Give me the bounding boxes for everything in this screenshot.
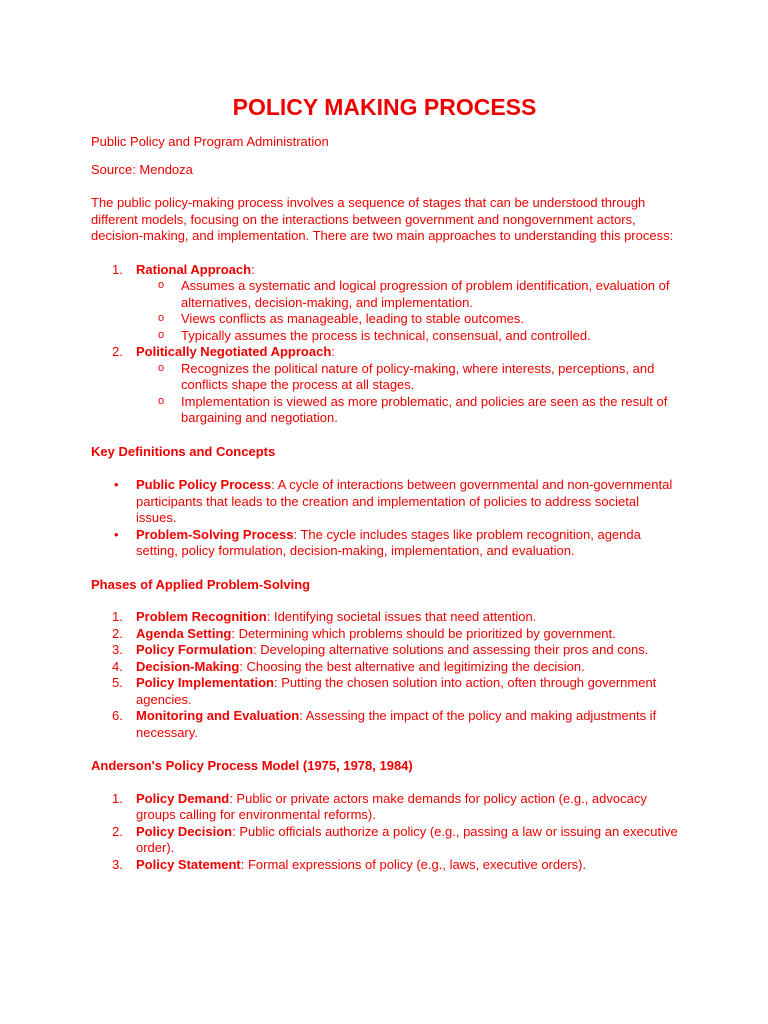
list-number: 3. — [112, 856, 123, 872]
list-number: 2. — [112, 625, 123, 641]
phase-item — [91, 675, 678, 708]
anderson-item — [91, 791, 678, 824]
definition-item — [91, 477, 678, 527]
phase-item — [91, 642, 678, 659]
definition-term: Problem-Solving Process — [136, 526, 294, 542]
document-title: POLICY MAKING PROCESS — [232, 94, 537, 120]
section-heading-phases: Phases of Applied Problem-Solving — [91, 576, 311, 592]
phase-text: : Putting the chosen solution into action, often through government agencies. — [136, 675, 657, 707]
phase-item — [91, 659, 678, 676]
point-text: Implementation is viewed as more problematic, and policies are seen as the result of bargaining and negotiation. — [181, 393, 668, 425]
anderson-term: Policy Statement — [136, 856, 241, 872]
definition-term: Public Policy Process — [136, 477, 272, 492]
document-subtitle: Public Policy and Program Administration — [91, 134, 329, 149]
phase-term: Policy Implementation — [136, 675, 274, 690]
approach-point — [136, 311, 678, 328]
list-number: 6. — [112, 708, 123, 723]
sub-bullet: o — [158, 279, 165, 291]
section-heading-anderson: Anderson's Policy Process Model (1975, 1978, 1984) — [91, 758, 413, 773]
bullet-icon: • — [114, 526, 119, 542]
anderson-item — [91, 857, 678, 874]
phase-item — [91, 708, 678, 741]
definition-text: : A cycle of interactions between governmental and non-governmental participants that leads to the creation and implementation of policies to address societal issues. — [136, 477, 673, 525]
anderson-text: : Public officials authorize a policy (e.g., passing a law or issuing an executive order). — [136, 823, 678, 855]
list-number: 2. — [112, 344, 123, 359]
list-number: 3. — [112, 642, 123, 657]
phase-term: Problem Recognition — [136, 609, 267, 624]
approach-suffix: : — [331, 344, 335, 359]
point-text: Views conflicts as manageable, leading to stable outcomes. — [181, 311, 525, 326]
sub-bullet: o — [158, 328, 165, 341]
approach-item — [91, 344, 678, 427]
list-number: 1. — [112, 609, 123, 624]
phase-text: : Developing alternative solutions and assessing their pros and cons. — [253, 642, 649, 657]
list-number: 2. — [112, 823, 123, 839]
phase-term: Decision-Making — [136, 658, 240, 674]
approach-point — [136, 328, 678, 345]
phase-text: : Identifying societal issues that need attention. — [266, 609, 537, 624]
phase-item — [91, 609, 678, 626]
approach-points — [136, 361, 678, 427]
phase-text: : Determining which problems should be prioritized by government. — [231, 625, 616, 641]
point-text: Recognizes the political nature of policy-making, where interests, perceptions, and conflicts shape the process at all stages. — [181, 360, 655, 392]
anderson-item — [91, 824, 678, 857]
list-number: 5. — [112, 675, 123, 690]
definition-item — [91, 527, 678, 560]
approach-points — [136, 278, 678, 344]
sub-bullet: o — [158, 394, 165, 407]
phase-term: Monitoring and Evaluation — [136, 708, 300, 723]
source-line: Source: Mendoza — [91, 161, 193, 177]
definitions-list — [91, 477, 678, 560]
phase-term: Policy Formulation — [136, 642, 254, 657]
anderson-term: Policy Demand — [136, 790, 230, 806]
list-number: 1. — [112, 261, 123, 277]
anderson-term: Policy Decision — [136, 823, 233, 839]
sub-bullet: o — [158, 361, 165, 374]
approach-item — [91, 262, 678, 345]
intro-paragraph: The public policy-making process involves a sequence of stages that can be understood through different models, focusing on the interactions between government and nongovernment actors, decision-making, and implementation. There are two main approaches to understanding this process: — [91, 195, 674, 243]
anderson-list — [91, 791, 678, 874]
point-text: Typically assumes the process is technical, consensual, and controlled. — [181, 327, 591, 343]
sub-bullet: o — [158, 312, 165, 324]
definition-text: : The cycle includes stages like problem recognition, agenda setting, policy formulation, decision-making, implementation, and evaluation. — [136, 526, 641, 558]
anderson-text: : Formal expressions of policy (e.g., laws, executive orders). — [240, 856, 587, 872]
anderson-text: : Public or private actors make demands for policy action (e.g., advocacy groups calling for environmental reforms). — [136, 790, 647, 822]
approach-suffix: : — [251, 261, 255, 277]
approach-term: Rational Approach — [136, 261, 252, 277]
phase-item — [91, 626, 678, 643]
phase-term: Agenda Setting — [136, 625, 232, 641]
approach-point — [136, 278, 678, 311]
point-text: Assumes a systematic and logical progression of problem identification, evaluation of alternatives, decision-making, and implementation. — [181, 278, 670, 310]
phase-text: : Choosing the best alternative and legitimizing the decision. — [239, 658, 585, 674]
phase-text: : Assessing the impact of the policy and making adjustments if necessary. — [136, 708, 657, 740]
phases-list — [91, 609, 678, 741]
approaches-list — [91, 262, 678, 427]
approach-point — [136, 361, 678, 394]
list-number: 4. — [112, 658, 123, 674]
approach-term: Politically Negotiated Approach — [136, 344, 332, 359]
list-number: 1. — [112, 790, 123, 806]
bullet-icon: • — [114, 477, 119, 492]
approach-point — [136, 394, 678, 427]
section-heading-definitions: Key Definitions and Concepts — [91, 443, 276, 459]
